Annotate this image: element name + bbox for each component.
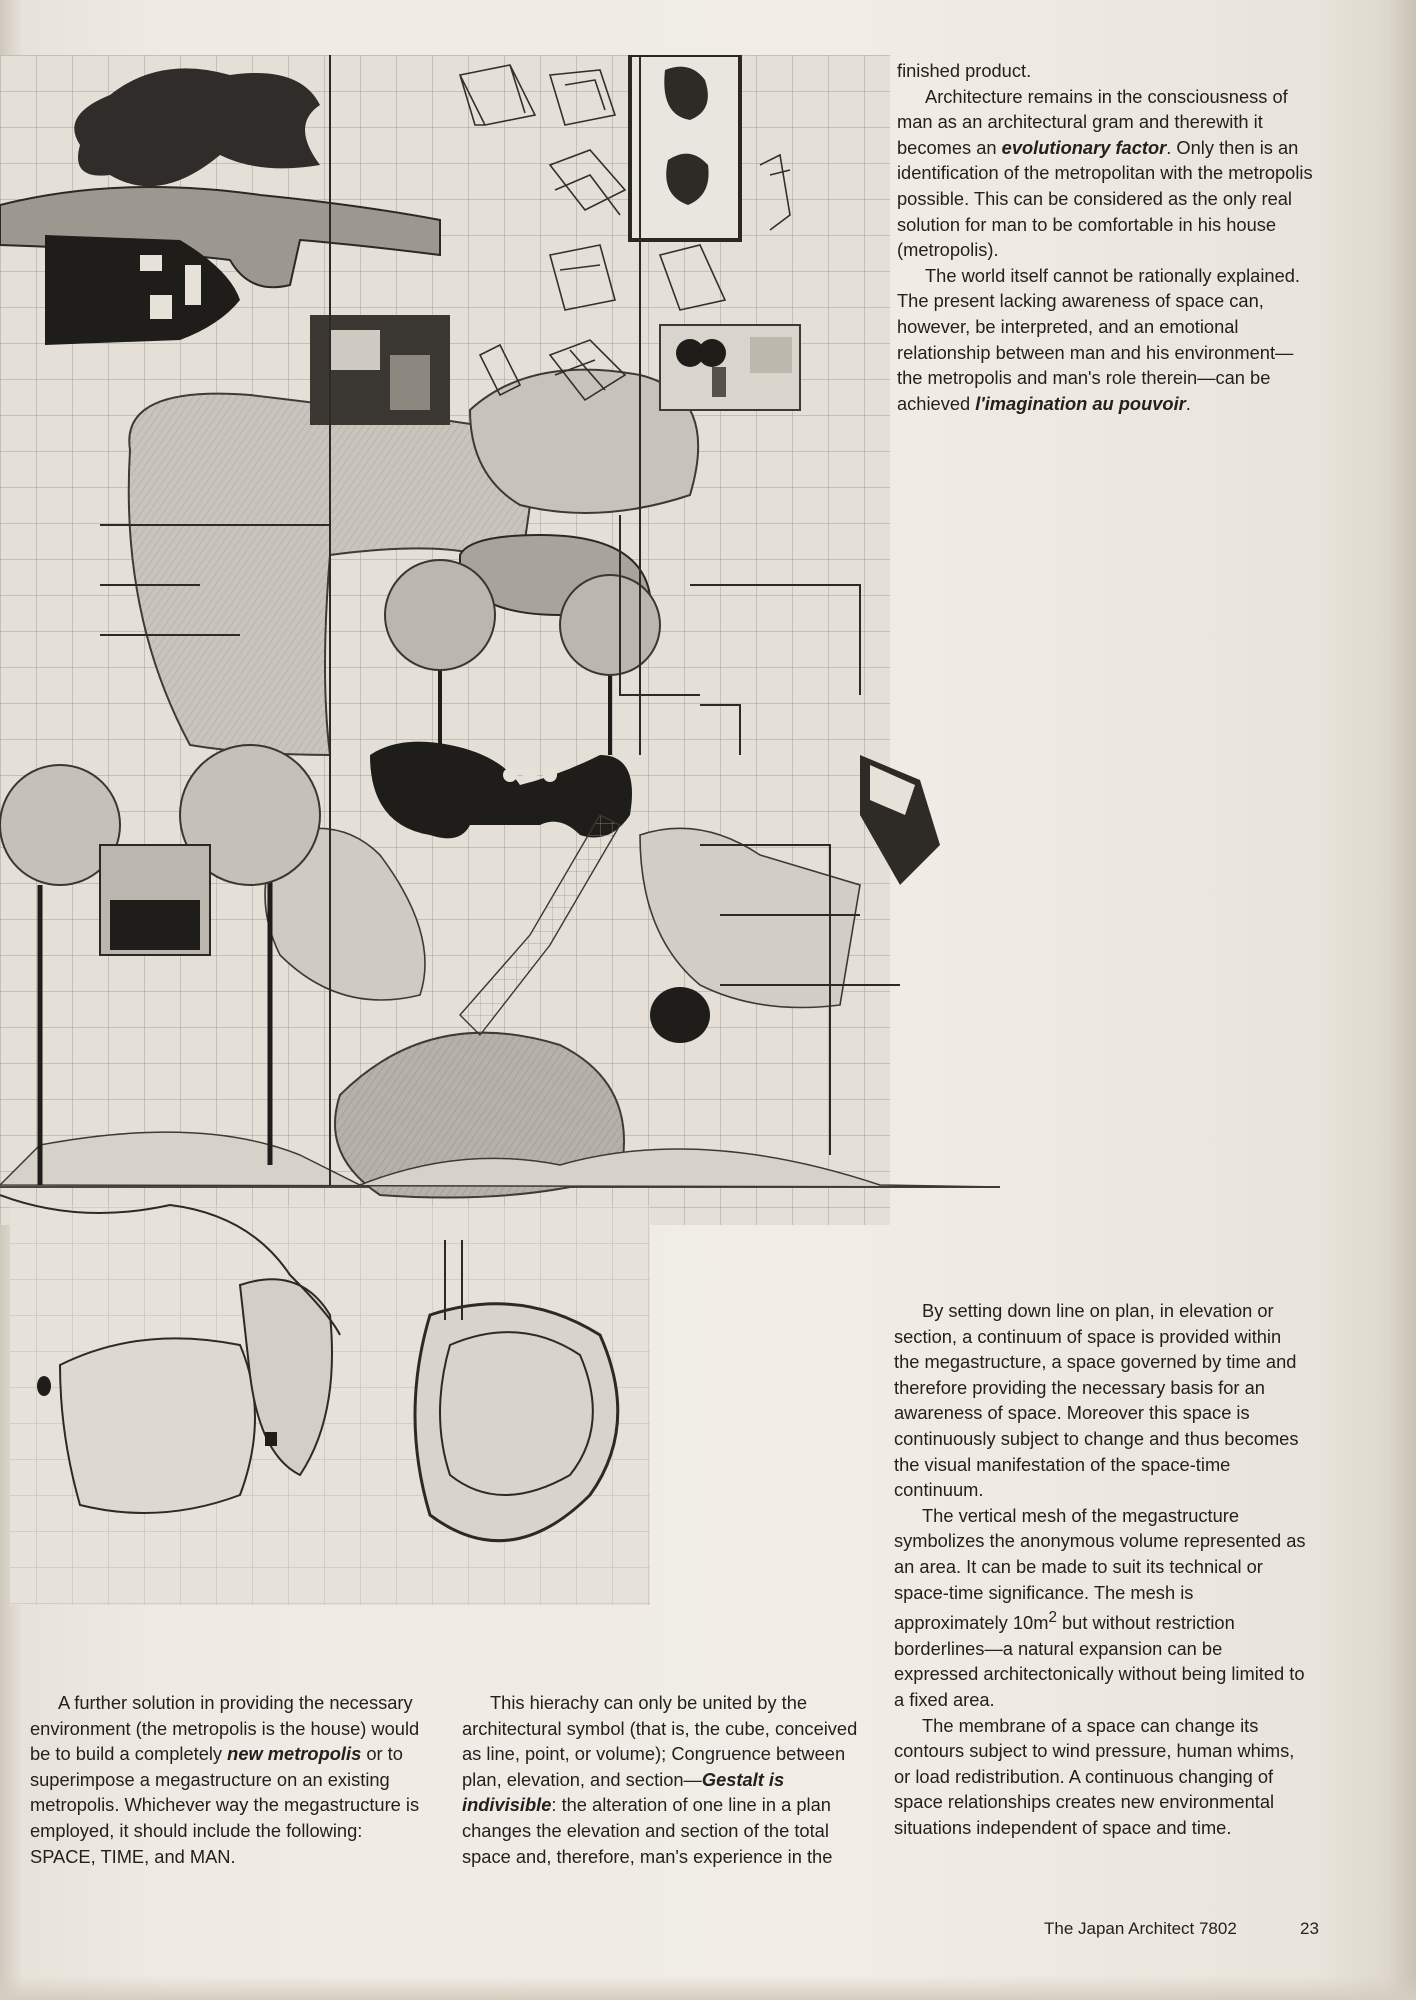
page-edge-shadow — [1388, 0, 1416, 2000]
text-run: . — [1185, 392, 1191, 414]
text-column-left — [30, 1690, 430, 1869]
text-run: A further solution in providing the necessary environment (the metropolis is the house) would be to build a completely — [30, 1692, 420, 1765]
text-run: : the alteration of one line in a plan changes the elevation and section of the total space and, therefore, man's experience in the — [462, 1794, 833, 1867]
paragraph: By setting down line on plan, in elevation or section, a continuum of space is provided within the megastructure, a space governed by time and therefore providing the necessary basis for an awareness of space. Moreover this space is continuously subject to change and thus becomes the visual manifestation of the space-time continuum. — [894, 1300, 1299, 1501]
text-run: The world itself cannot be rationally explained. The present lacking awareness of space can, however, be interpreted, and an emotional relationship between man and his environment—the metropolis and man's role therein—can be achieved — [897, 264, 1300, 414]
superscript: 2 — [1048, 1609, 1057, 1627]
page-number: 23 — [1300, 1919, 1319, 1938]
text-column-top-right — [897, 58, 1317, 416]
text-run: but without restriction borderlines—a natural expansion can be expressed architectonically without being limited to a fixed area. — [894, 1612, 1305, 1710]
emphasis-text: l'imagination au pouvoir — [975, 392, 1186, 414]
paragraph — [462, 1690, 870, 1869]
paragraph: finished product. — [897, 60, 1032, 81]
text-run: The vertical mesh of the megastructure symbolizes the anonymous volume represented as an area. It can be made to suit its technical or space-time significance. The mesh is approximately 10m — [894, 1504, 1306, 1634]
paragraph: The membrane of a space can change its contours subject to wind pressure, human whims, or load redistribution. A continuous changing of space relationships creates new environmental situations independent of space and time. — [894, 1714, 1295, 1838]
emphasis-text: Gestalt is indivisible — [462, 1768, 785, 1816]
paragraph — [894, 1503, 1306, 1713]
emphasis-text: evolutionary factor — [1001, 136, 1167, 158]
publication-footer: The Japan Architect 7802 — [1044, 1919, 1237, 1938]
text-run: This hierachy can only be united by the architectural symbol (that is, the cube, conceived as line, point, or volume); Congruence between plan, elevation, and section— — [462, 1692, 858, 1790]
text-run: or to superimpose a megastructure on an existing metropolis. Whichever way the megastructure is employed, it should include the following: SPACE, TIME, and MAN. — [30, 1743, 420, 1867]
paragraph — [897, 263, 1317, 417]
paragraph — [30, 1690, 430, 1869]
text-column-middle — [462, 1690, 870, 1869]
paragraph — [897, 84, 1317, 263]
text-column-right — [894, 1298, 1306, 1841]
page-bottom-shadow — [0, 1976, 1416, 2000]
text-run: . Only then is an identification of the metropolitan with the metropolis possible. This can be considered as the only real solution for man to be comfortable in his house (metropolis). — [897, 136, 1313, 261]
text-run: Architecture remains in the consciousness of man as an architectural gram and therewith it becomes an — [897, 85, 1288, 158]
emphasis-text: new metropolis — [227, 1743, 362, 1765]
